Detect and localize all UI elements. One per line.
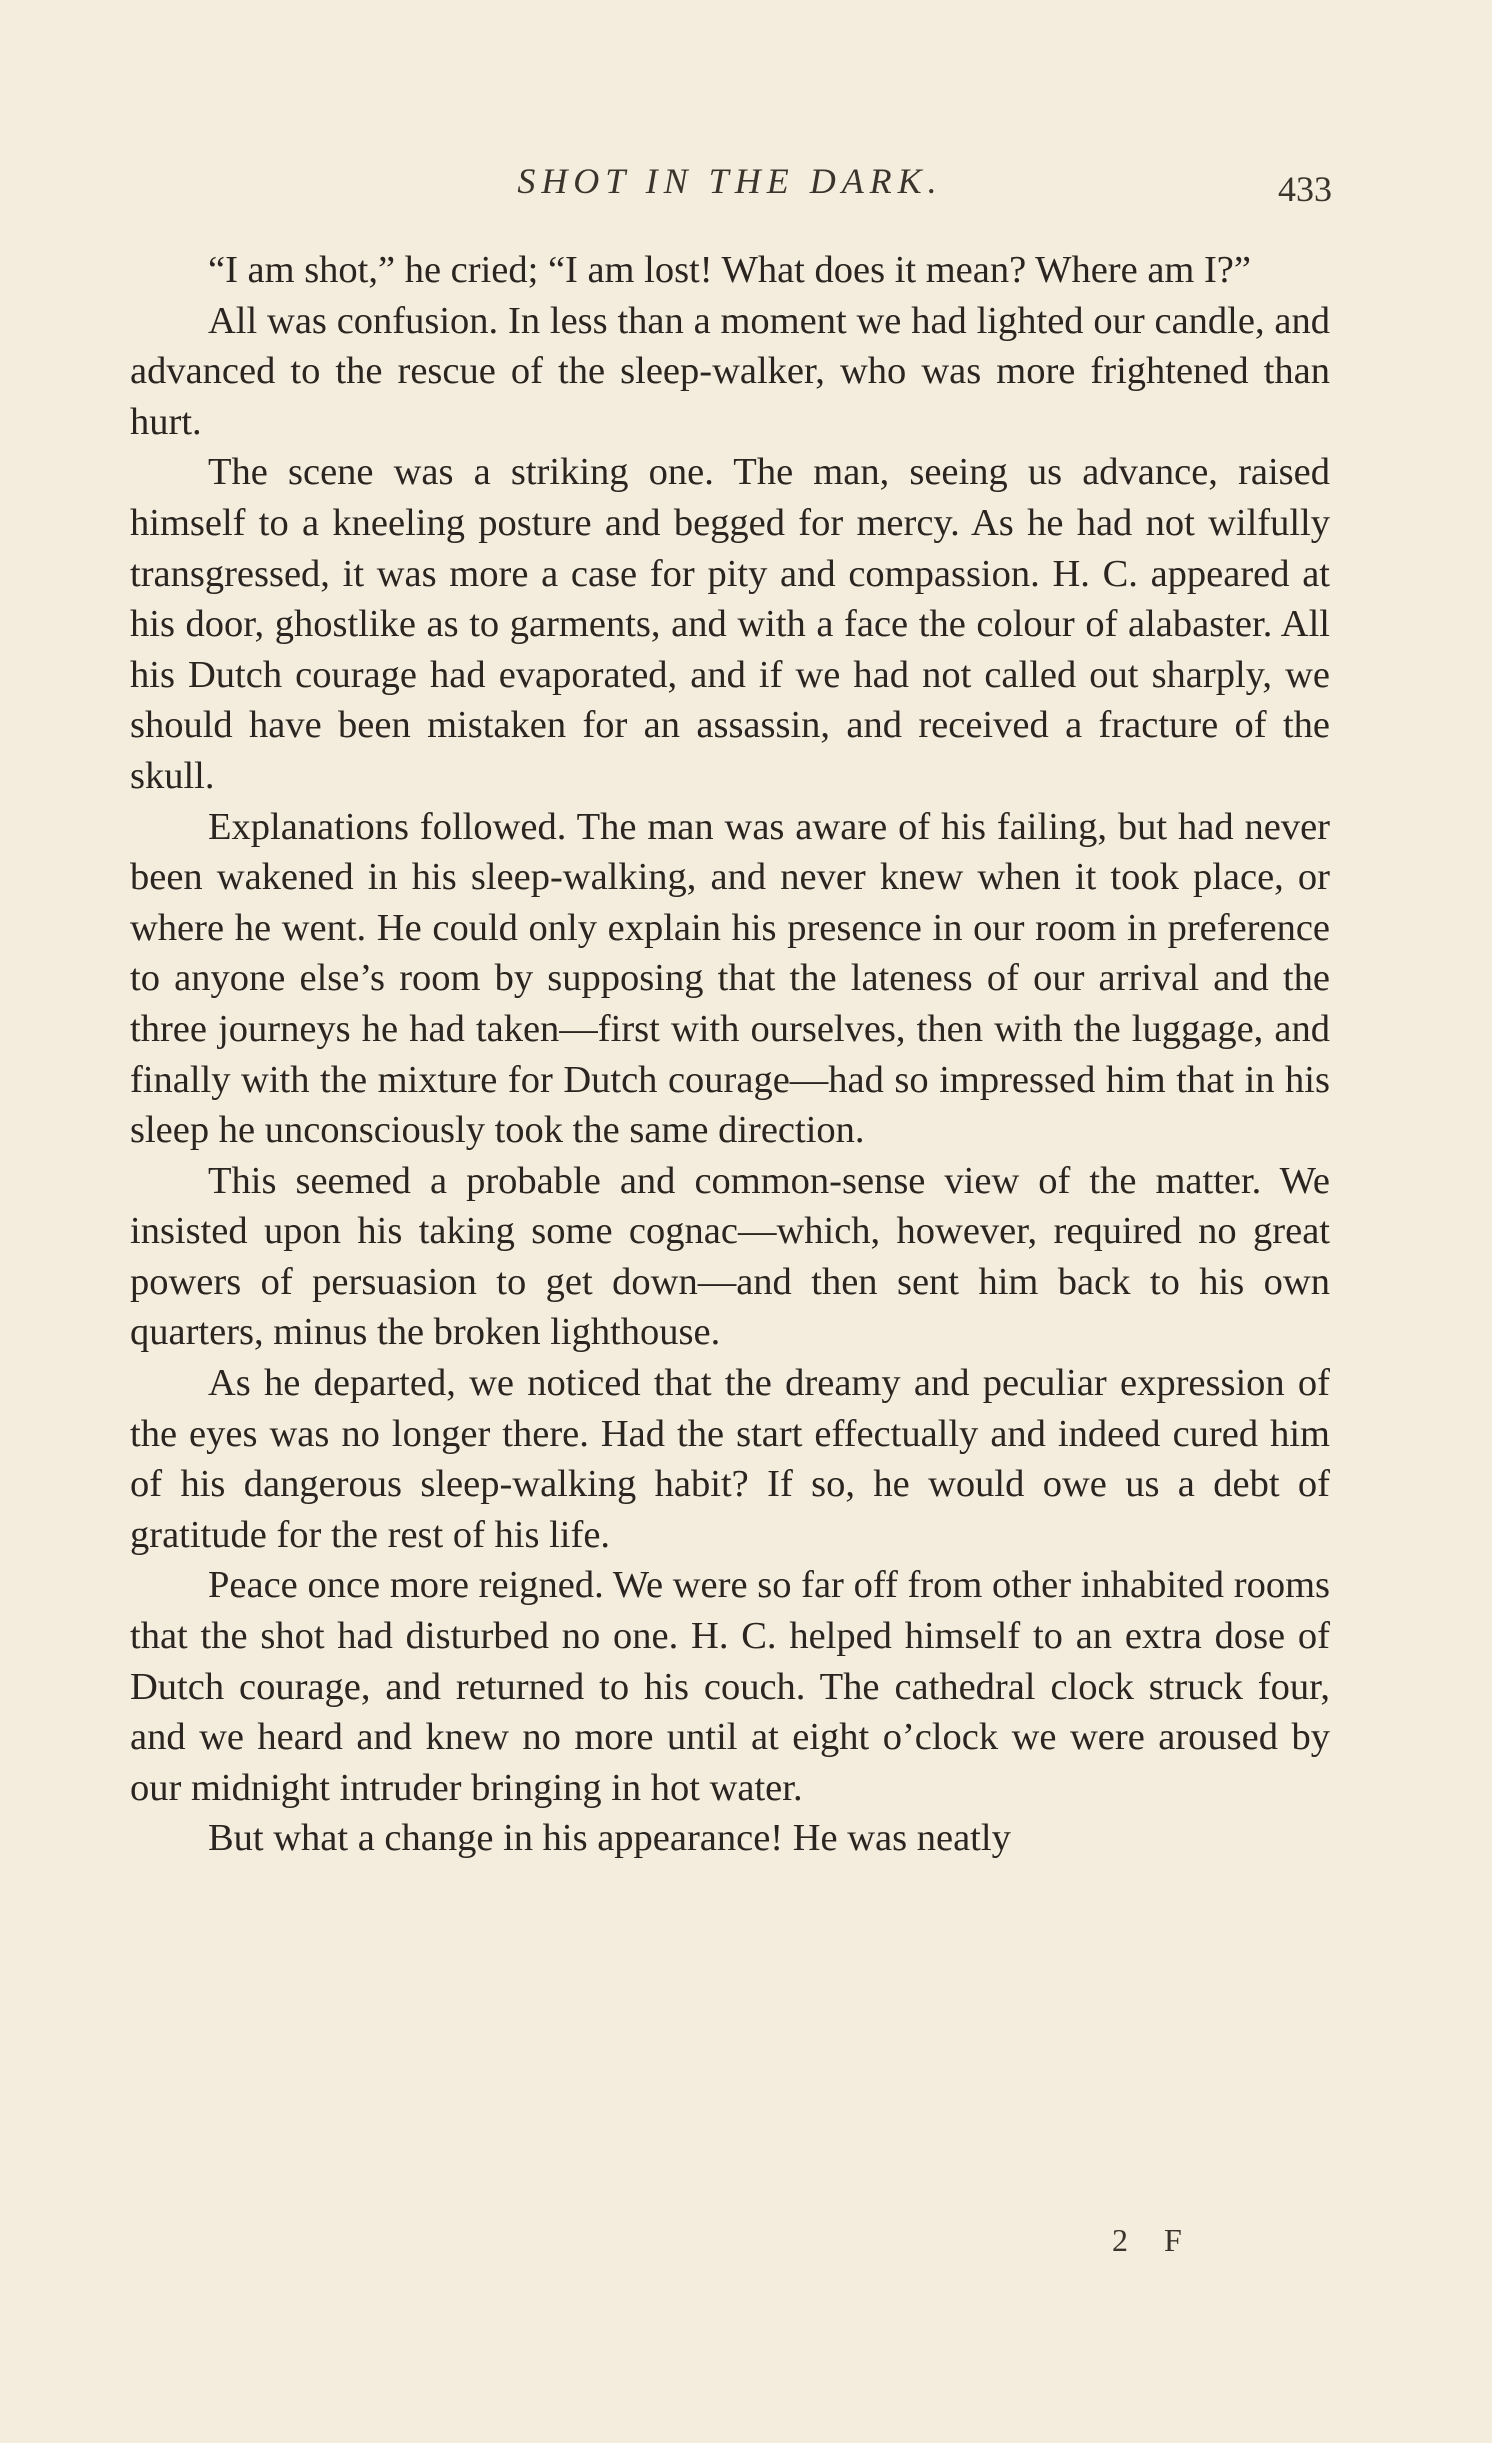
paragraph-2: All was confusion. In less than a moment we had lighted our candle, and advanced to the rescue of the sleep-walker, who was more frightened than hurt.: [130, 299, 1330, 443]
paragraph-4: Explanations followed. The man was aware of his failing, but had never been wakened in his sleep-walking, and never knew when it took place, or where he went. He could only explain his presence in our room in preference to anyone else’s room by supposing that the lateness of our arrival and the three journeys he had taken—first with ourselves, then with the luggage, and finally with the mixture for Dutch courage—had so impressed him that in his sleep he unconsciously took the same direction.: [130, 805, 1330, 1152]
paragraph-5: This seemed a probable and common-sense view of the matter. We insisted upon his taking some cognac—which, however, required no great powers of persuasion to get down—and then sent him back to his own quarters, minus the broken lighthouse.: [130, 1159, 1330, 1354]
paragraph-8: But what a change in his appearance! He was neatly: [208, 1817, 1011, 1860]
running-head: [130, 160, 1330, 210]
paragraph-3: The scene was a striking one. The man, seeing us advance, raised himself to a kneeling posture and begged for mercy. As he had not wilfully transgressed, it was more a case for pity and compassion. H. C. appeared at his door, ghostlike as to garments, and with a face the colour of alabaster. All his Dutch courage had evaporated, and if we had not called out sharply, we should have been mistaken for an assassin, and received a fracture of the skull.: [130, 451, 1330, 797]
paragraph-1: “I am shot,” he cried; “I am lost! What does it mean? Where am I?”: [208, 249, 1251, 291]
body-text: [130, 245, 1330, 1864]
paragraph-7: Peace once more reigned. We were so far off from other inhabited rooms that the shot had disturbed no one. H. C. helped himself to an extra dose of Dutch courage, and returned to his couch. The cathedral clock struck four, and we heard and knew no more until at eight o’clock we were aroused by our midnight intruder bringing in hot water.: [130, 1564, 1330, 1809]
running-title: SHOT IN THE DARK.: [517, 161, 943, 201]
signature-mark: 2 F: [1112, 2222, 1196, 2258]
paragraph-6: As he departed, we noticed that the dreamy and peculiar expression of the eyes was no longer there. Had the start effectually and indeed cured him of his dangerous sleep-walking habit? If so, he would owe us a debt of gratitude for the rest of his life.: [130, 1362, 1330, 1556]
page-number: 433: [1278, 169, 1332, 209]
